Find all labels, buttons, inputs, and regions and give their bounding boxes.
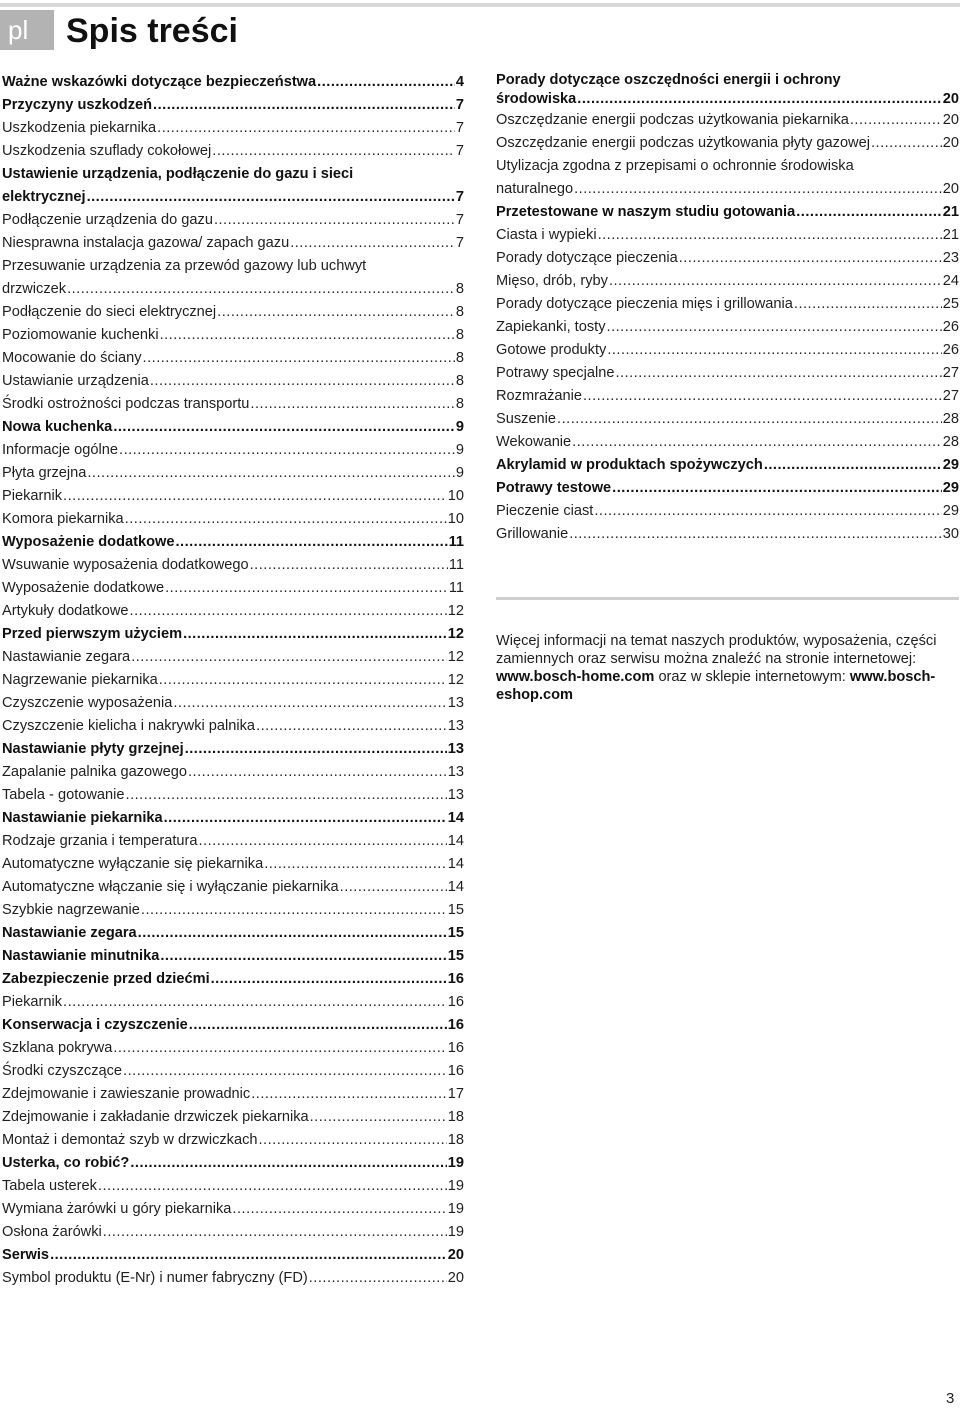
toc-entry[interactable] xyxy=(496,477,959,500)
toc-entry[interactable] xyxy=(496,201,959,224)
toc-entry-title: Nastawianie piekarnika xyxy=(2,810,163,826)
toc-entry-title: Ciasta i wypieki xyxy=(496,227,597,243)
dot-leader xyxy=(126,784,447,807)
toc-page-number: 9 xyxy=(455,419,464,435)
toc-entry[interactable] xyxy=(496,385,959,408)
dot-leader xyxy=(103,1221,447,1244)
toc-page-number: 24 xyxy=(942,273,959,289)
dot-leader xyxy=(598,224,942,247)
dot-leader xyxy=(50,1244,447,1267)
toc-entry[interactable] xyxy=(2,324,464,347)
toc-entry[interactable] xyxy=(2,968,464,991)
toc-entry-title: Zdejmowanie i zakładanie drzwiczek piekarnika xyxy=(2,1109,309,1125)
toc-entry[interactable] xyxy=(2,462,464,485)
dot-leader xyxy=(250,393,454,416)
toc-entry-title: Uszkodzenia piekarnika xyxy=(2,120,157,136)
page-title: Spis treści xyxy=(66,12,238,50)
toc-page-number: 27 xyxy=(942,365,959,381)
toc-page-number: 12 xyxy=(447,603,464,619)
dot-leader xyxy=(211,968,447,991)
toc-page-number: 20 xyxy=(447,1247,464,1263)
toc-entry-title: Tabela - gotowanie xyxy=(2,787,125,803)
toc-entry-title-cont: naturalnego xyxy=(496,181,574,197)
dot-leader xyxy=(141,899,447,922)
toc-entry[interactable] xyxy=(2,1244,464,1267)
toc-entry-title: Wsuwanie wyposażenia dodatkowego xyxy=(2,557,249,573)
toc-entry-title-cont: środowiska xyxy=(496,91,577,107)
dot-leader xyxy=(123,1060,447,1083)
toc-entry[interactable] xyxy=(2,784,464,807)
toc-page-number: 10 xyxy=(447,488,464,504)
dot-leader xyxy=(185,738,447,761)
toc-entry-title: Ważne wskazówki dotyczące bezpieczeństwa xyxy=(2,74,317,90)
toc-entry-title: Wekowanie xyxy=(496,434,572,450)
page-number: 3 xyxy=(946,1390,955,1407)
toc-entry-title: Gotowe produkty xyxy=(496,342,607,358)
toc-page-number: 11 xyxy=(448,580,464,596)
toc-entry-title: Oszczędzanie energii podczas użytkowania płyty gazowej xyxy=(496,135,870,151)
toc-page-number: 7 xyxy=(455,143,464,159)
toc-page-number: 12 xyxy=(447,626,464,642)
toc-entry-title: Wyposażenie dodatkowe xyxy=(2,580,165,596)
toc-entry-title: Automatyczne wyłączanie się piekarnika xyxy=(2,856,264,872)
toc-page-number: 20 xyxy=(942,135,959,151)
toc-page-number: 30 xyxy=(942,526,959,542)
toc-entry[interactable] xyxy=(496,431,959,454)
toc-page-number: 13 xyxy=(447,695,464,711)
toc-page-number: 14 xyxy=(447,856,464,872)
dot-leader xyxy=(607,339,941,362)
dot-leader xyxy=(577,90,941,109)
toc-entry-title: Tabela usterek xyxy=(2,1178,97,1194)
toc-entry[interactable] xyxy=(2,1129,464,1152)
toc-entry[interactable] xyxy=(2,715,464,738)
dot-leader xyxy=(143,347,455,370)
toc-entry[interactable] xyxy=(2,600,464,623)
toc-entry-title: Symbol produktu (E-Nr) i numer fabryczny (FD) xyxy=(2,1270,308,1286)
toc-page-number: 15 xyxy=(447,925,464,941)
toc-entry[interactable] xyxy=(2,646,464,669)
toc-entry-title: Podłączenie urządzenia do gazu xyxy=(2,212,213,228)
toc-entry-title: Montaż i demontaż szyb w drzwiczkach xyxy=(2,1132,258,1148)
toc-entry[interactable] xyxy=(496,109,959,132)
toc-entry-title: Suszenie xyxy=(496,411,557,427)
toc-entry[interactable] xyxy=(2,393,464,416)
toc-page-number: 26 xyxy=(942,342,959,358)
toc-entry-title: Porady dotyczące pieczenia xyxy=(496,250,678,266)
toc-entry[interactable] xyxy=(2,1083,464,1106)
dot-leader xyxy=(130,600,447,623)
toc-entry-title: Nastawianie zegara xyxy=(2,649,131,665)
toc-page-number: 15 xyxy=(447,902,464,918)
toc-entry-title: Osłona żarówki xyxy=(2,1224,102,1240)
toc-entry[interactable] xyxy=(2,899,464,922)
dot-leader xyxy=(214,209,455,232)
toc-page-number: 8 xyxy=(455,327,464,343)
toc-page-number: 20 xyxy=(447,1270,464,1286)
toc-page-number: 13 xyxy=(447,741,464,757)
toc-entry-title: Przesuwanie urządzenia za przewód gazowy lub uchwyt xyxy=(2,258,367,274)
toc-page-number: 14 xyxy=(447,810,464,826)
toc-entry[interactable] xyxy=(496,316,959,339)
toc-entry-title: Potrawy specjalne xyxy=(496,365,615,381)
toc-entry[interactable] xyxy=(2,439,464,462)
toc-entry-title-cont: elektrycznej xyxy=(2,189,86,205)
toc-page-number: 7 xyxy=(455,189,464,205)
toc-page-number: 7 xyxy=(455,97,464,113)
dot-leader xyxy=(607,316,942,339)
toc-page-number: 8 xyxy=(455,373,464,389)
dot-leader xyxy=(572,431,942,454)
dot-leader xyxy=(183,623,447,646)
toc-entry-title: Nagrzewanie piekarnika xyxy=(2,672,158,688)
toc-page-number: 21 xyxy=(942,204,959,220)
toc-page-number: 14 xyxy=(447,879,464,895)
toc-page-number: 15 xyxy=(447,948,464,964)
toc-page-number: 11 xyxy=(448,557,464,573)
toc-entry-title: Podłączenie do sieci elektrycznej xyxy=(2,304,217,320)
dot-leader xyxy=(317,71,455,94)
dot-leader xyxy=(679,247,942,270)
toc-page-number: 18 xyxy=(447,1132,464,1148)
toc-page-number: 9 xyxy=(455,465,464,481)
toc-page-number: 8 xyxy=(455,350,464,366)
toc-entry[interactable] xyxy=(2,669,464,692)
toc-page-number: 7 xyxy=(455,212,464,228)
info-paragraph xyxy=(496,632,959,704)
toc-entry[interactable] xyxy=(2,255,464,301)
info-mid: oraz w sklepie internetowym: xyxy=(654,669,850,685)
toc-entry-title: Ustawienie urządzenia, podłączenie do gazu i sieci xyxy=(2,166,354,182)
toc-entry-title: Mocowanie do ściany xyxy=(2,350,142,366)
dot-leader xyxy=(251,1083,447,1106)
toc-entry-title: Utylizacja zgodna z przepisami o ochronnie środowiska xyxy=(496,158,854,174)
toc-entry[interactable] xyxy=(2,1175,464,1198)
toc-entry-title: Potrawy testowe xyxy=(496,480,612,496)
toc-entry-title: Przed pierwszym użyciem xyxy=(2,626,183,642)
toc-entry[interactable] xyxy=(496,224,959,247)
toc-entry-title: Automatyczne włączanie się i wyłączanie piekarnika xyxy=(2,879,339,895)
dot-leader xyxy=(159,669,447,692)
toc-entry-title: Uszkodzenia szuflady cokołowej xyxy=(2,143,212,159)
dot-leader xyxy=(160,945,446,968)
toc-entry[interactable] xyxy=(2,761,464,784)
toc-entry-title: Wymiana żarówki u góry piekarnika xyxy=(2,1201,232,1217)
dot-leader xyxy=(150,370,455,393)
dot-leader xyxy=(153,94,455,117)
toc-page-number: 20 xyxy=(942,91,959,107)
toc-page-number: 7 xyxy=(455,120,464,136)
toc-entry[interactable] xyxy=(496,523,959,546)
toc-page-number: 16 xyxy=(447,1063,464,1079)
toc-entry[interactable] xyxy=(496,155,959,201)
toc-page-number: 8 xyxy=(455,396,464,412)
toc-page-number: 4 xyxy=(455,74,464,90)
toc-entry[interactable] xyxy=(496,247,959,270)
dot-leader xyxy=(157,117,455,140)
dot-leader xyxy=(871,132,942,155)
toc-entry-title: Czyszczenie wyposażenia xyxy=(2,695,173,711)
toc-entry-title: Poziomowanie kuchenki xyxy=(2,327,159,343)
toc-entry-title: Zabezpieczenie przed dziećmi xyxy=(2,971,210,987)
section-divider xyxy=(496,597,959,600)
toc-entry-title: Akrylamid w produktach spożywczych xyxy=(496,457,763,473)
toc-entry[interactable] xyxy=(2,232,464,255)
toc-entry[interactable] xyxy=(2,692,464,715)
toc-page-number: 12 xyxy=(447,649,464,665)
toc-entry[interactable] xyxy=(2,577,464,600)
toc-page-number: 7 xyxy=(455,235,464,251)
toc-entry[interactable] xyxy=(2,945,464,968)
toc-entry-title: Piekarnik xyxy=(2,994,63,1010)
dot-leader xyxy=(256,715,447,738)
toc-entry[interactable] xyxy=(2,853,464,876)
toc-entry[interactable] xyxy=(2,163,464,209)
toc-entry[interactable] xyxy=(2,71,464,94)
toc-entry[interactable] xyxy=(496,339,959,362)
toc-entry-title: Przyczyny uszkodzeń xyxy=(2,97,153,113)
toc-entry[interactable] xyxy=(496,270,959,293)
toc-entry-title: Zdejmowanie i zawieszanie prowadnic xyxy=(2,1086,251,1102)
dot-leader xyxy=(131,646,447,669)
dot-leader xyxy=(310,1106,447,1129)
toc-page-number: 29 xyxy=(942,480,959,496)
toc-entry-title: Oszczędzanie energii podczas użytkowania piekarnika xyxy=(496,112,849,128)
dot-leader xyxy=(87,186,455,209)
toc-entry-title: Serwis xyxy=(2,1247,50,1263)
dot-leader xyxy=(173,692,446,715)
toc-entry[interactable] xyxy=(2,1037,464,1060)
dot-leader xyxy=(138,922,447,945)
dot-leader xyxy=(574,178,942,201)
dot-leader xyxy=(609,270,942,293)
dot-leader xyxy=(258,1129,446,1152)
toc-page-number: 29 xyxy=(942,503,959,519)
toc-page-number: 23 xyxy=(942,250,959,266)
dot-leader xyxy=(615,362,941,385)
dot-leader xyxy=(113,1037,446,1060)
toc-entry[interactable] xyxy=(496,362,959,385)
toc-entry-title: Szybkie nagrzewanie xyxy=(2,902,140,918)
toc-page-number: 19 xyxy=(447,1201,464,1217)
dot-leader xyxy=(130,1152,446,1175)
dot-leader xyxy=(199,830,447,853)
toc-entry-title: Ustawianie urządzenia xyxy=(2,373,149,389)
dot-leader xyxy=(557,408,942,431)
toc-entry[interactable] xyxy=(496,408,959,431)
toc-page-number: 14 xyxy=(447,833,464,849)
dot-leader xyxy=(67,278,455,301)
toc-entry[interactable] xyxy=(2,1106,464,1129)
toc-page-number: 17 xyxy=(447,1086,464,1102)
toc-entry[interactable] xyxy=(2,876,464,899)
toc-entry-title: Konserwacja i czyszczenie xyxy=(2,1017,188,1033)
toc-entry-title: Szklana pokrywa xyxy=(2,1040,113,1056)
website-link[interactable]: www.bosch-home.com xyxy=(496,669,655,685)
dot-leader xyxy=(217,301,455,324)
info-intro: Więcej informacji na temat naszych produktów, wyposażenia, części zamiennych oraz serwisu można znaleźć na stronie internetowej: xyxy=(496,633,937,667)
toc-entry-title: Mięso, drób, ryby xyxy=(496,273,608,289)
toc-page-number: 8 xyxy=(455,304,464,320)
toc-page-number: 9 xyxy=(455,442,464,458)
toc-page-number: 11 xyxy=(448,534,464,550)
dot-leader xyxy=(850,109,942,132)
toc-page-number: 16 xyxy=(447,1017,464,1033)
dot-leader xyxy=(125,508,447,531)
toc-page-number: 16 xyxy=(447,1040,464,1056)
dot-leader xyxy=(165,577,448,600)
toc-entry[interactable] xyxy=(2,1014,464,1037)
toc-entry[interactable] xyxy=(2,830,464,853)
toc-entry[interactable] xyxy=(2,1060,464,1083)
toc-page-number: 12 xyxy=(447,672,464,688)
dot-leader xyxy=(309,1267,447,1290)
dot-leader xyxy=(188,761,447,784)
toc-page-number: 13 xyxy=(447,718,464,734)
toc-entry[interactable] xyxy=(2,991,464,1014)
toc-entry[interactable] xyxy=(2,1152,464,1175)
dot-leader xyxy=(264,853,447,876)
toc-entry-title: Porady dotyczące oszczędności energii i ochrony xyxy=(496,72,841,88)
dot-leader xyxy=(164,807,447,830)
toc-entry[interactable] xyxy=(2,531,464,554)
dot-leader xyxy=(594,500,941,523)
toc-entry[interactable] xyxy=(2,1267,464,1290)
dot-leader xyxy=(175,531,447,554)
toc-entry-title: Nastawianie zegara xyxy=(2,925,137,941)
toc-page-number: 28 xyxy=(942,434,959,450)
toc-right-column xyxy=(496,71,959,546)
toc-entry[interactable] xyxy=(2,94,464,117)
toc-page-number: 20 xyxy=(942,181,959,197)
toc-entry-title: Nowa kuchenka xyxy=(2,419,113,435)
dot-leader xyxy=(764,454,942,477)
toc-entry-title: Komora piekarnika xyxy=(2,511,124,527)
toc-entry-title: Wyposażenie dodatkowe xyxy=(2,534,175,550)
toc-entry-title: Usterka, co robić? xyxy=(2,1155,130,1171)
toc-entry[interactable] xyxy=(496,454,959,477)
toc-entry-title: Przetestowane w naszym studiu gotowania xyxy=(496,204,796,220)
dot-leader xyxy=(612,477,942,500)
toc-entry-title: Informacje ogólne xyxy=(2,442,119,458)
language-badge: pl xyxy=(0,10,54,50)
toc-entry[interactable] xyxy=(2,1198,464,1221)
toc-entry[interactable] xyxy=(2,508,464,531)
toc-entry-title: Środki ostrożności podczas transportu xyxy=(2,396,250,412)
dot-leader xyxy=(340,876,447,899)
toc-page-number: 19 xyxy=(447,1178,464,1194)
dot-leader xyxy=(189,1014,447,1037)
toc-entry[interactable] xyxy=(2,623,464,646)
toc-entry-title: Nastawianie minutnika xyxy=(2,948,160,964)
toc-entry-title: Rodzaje grzania i temperatura xyxy=(2,833,198,849)
toc-page-number: 20 xyxy=(942,112,959,128)
toc-page-number: 26 xyxy=(942,319,959,335)
dot-leader xyxy=(113,416,455,439)
dot-leader xyxy=(583,385,942,408)
dot-leader xyxy=(63,991,447,1014)
toc-entry-title: Artykuły dodatkowe xyxy=(2,603,129,619)
toc-entry-title: Płyta grzejna xyxy=(2,465,87,481)
toc-entry-title: Zapalanie palnika gazowego xyxy=(2,764,187,780)
toc-page-number: 16 xyxy=(447,971,464,987)
toc-page-number: 19 xyxy=(447,1224,464,1240)
toc-page-number: 13 xyxy=(447,787,464,803)
toc-entry-title: Piekarnik xyxy=(2,488,63,504)
toc-entry[interactable] xyxy=(2,922,464,945)
dot-leader xyxy=(794,293,942,316)
dot-leader xyxy=(796,201,942,224)
toc-entry-title-cont: drzwiczek xyxy=(2,281,67,297)
dot-leader xyxy=(160,324,455,347)
toc-entry[interactable] xyxy=(2,301,464,324)
toc-entry[interactable] xyxy=(2,807,464,830)
toc-entry-title: Nastawianie płyty grzejnej xyxy=(2,741,184,757)
toc-entry[interactable] xyxy=(2,738,464,761)
toc-entry[interactable] xyxy=(2,370,464,393)
toc-page-number: 8 xyxy=(455,281,464,297)
dot-leader xyxy=(250,554,448,577)
eshop-link[interactable]: www.bosch-eshop.com xyxy=(496,669,936,703)
toc-entry-title: Rozmrażanie xyxy=(496,388,582,404)
dot-leader xyxy=(232,1198,446,1221)
toc-page-number: 28 xyxy=(942,411,959,427)
dot-leader xyxy=(98,1175,447,1198)
toc-entry[interactable] xyxy=(2,416,464,439)
dot-leader xyxy=(87,462,455,485)
toc-entry[interactable] xyxy=(2,209,464,232)
toc-page-number: 25 xyxy=(942,296,959,312)
toc-entry-title: Porady dotyczące pieczenia mięs i grillowania xyxy=(496,296,793,312)
toc-page-number: 10 xyxy=(447,511,464,527)
toc-entry[interactable] xyxy=(2,554,464,577)
toc-entry-title: Zapiekanki, tosty xyxy=(496,319,606,335)
toc-entry[interactable] xyxy=(2,347,464,370)
dot-leader xyxy=(569,523,942,546)
toc-page-number: 27 xyxy=(942,388,959,404)
toc-entry[interactable] xyxy=(496,293,959,316)
top-rule xyxy=(0,3,960,7)
toc-entry-title: Pieczenie ciast xyxy=(496,503,594,519)
toc-entry[interactable] xyxy=(2,117,464,140)
dot-leader xyxy=(212,140,455,163)
toc-page-number: 18 xyxy=(447,1109,464,1125)
toc-entry-title: Grillowanie xyxy=(496,526,569,542)
toc-page-number: 21 xyxy=(942,227,959,243)
toc-entry[interactable] xyxy=(2,140,464,163)
dot-leader xyxy=(63,485,447,508)
dot-leader xyxy=(290,232,455,255)
toc-entry[interactable] xyxy=(2,1221,464,1244)
toc-page-number: 16 xyxy=(447,994,464,1010)
toc-entry[interactable] xyxy=(496,500,959,523)
toc-entry-title: Środki czyszczące xyxy=(2,1063,123,1079)
toc-entry-title: Niesprawna instalacja gazowa/ zapach gazu xyxy=(2,235,290,251)
toc-left-column xyxy=(2,71,464,1290)
toc-page-number: 19 xyxy=(447,1155,464,1171)
toc-page-number: 29 xyxy=(942,457,959,473)
toc-entry[interactable] xyxy=(496,132,959,155)
toc-entry[interactable] xyxy=(2,485,464,508)
dot-leader xyxy=(119,439,455,462)
toc-entry[interactable] xyxy=(496,71,959,109)
toc-page-number: 13 xyxy=(447,764,464,780)
toc-entry-title: Czyszczenie kielicha i nakrywki palnika xyxy=(2,718,256,734)
